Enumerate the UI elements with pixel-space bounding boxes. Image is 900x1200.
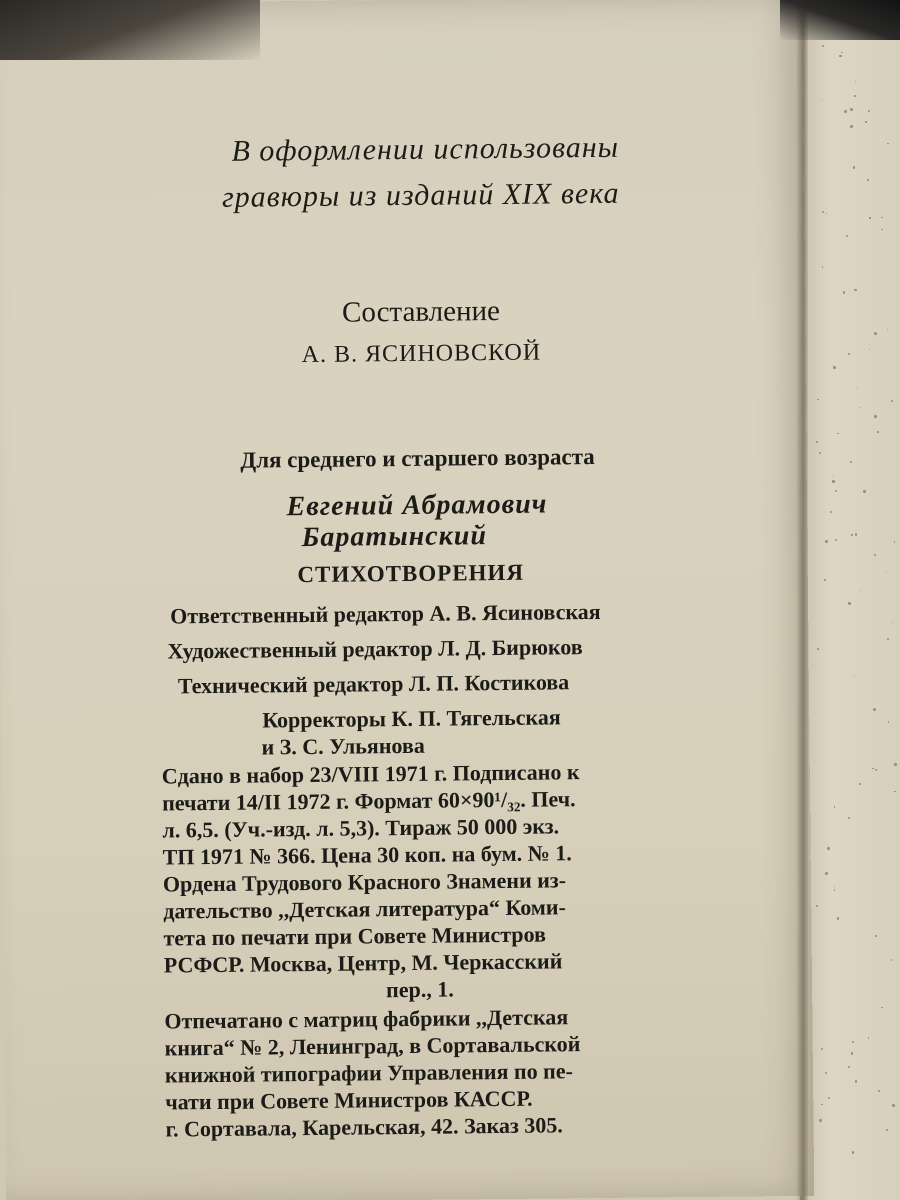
paper-speck [824, 579, 826, 581]
paper-speck [834, 806, 835, 807]
technical-editor: Технический редактор Л. П. Костикова [177, 669, 570, 699]
paper-speck [822, 45, 824, 47]
correctors-line-1: Корректоры К. П. Тягельская [262, 704, 561, 733]
art-editor: Художественный редактор Л. Д. Бирюков [167, 634, 583, 664]
paper-speck [894, 763, 897, 766]
paper-speck [852, 1041, 854, 1043]
imprint-line: РСФСР. Москва, Центр, М. Черкасский [163, 948, 563, 978]
correctors-line-2: и З. С. Ульянова [261, 732, 425, 760]
paper-speck [821, 1104, 822, 1105]
paper-speck [854, 289, 856, 291]
printing-line: г. Сортавала, Карельская, 42. Заказ 305. [165, 1112, 563, 1142]
imprint-line: ТП 1971 № 366. Цена 30 коп. на бум. № 1. [162, 840, 572, 870]
paper-speck [877, 431, 879, 433]
paper-speck [863, 490, 866, 493]
imprint-line: дательство ,,Детская литература“ Коми- [163, 894, 566, 924]
audience-note: Для среднего и старшего возраста [240, 443, 595, 473]
imprint-line: пер., 1. [385, 976, 454, 1003]
paper-speck [867, 179, 868, 180]
paper-speck [822, 266, 823, 267]
illustration-note-line-1: В оформлении использованы [231, 130, 620, 168]
imprint-line: печати 14/II 1972 г. Формат 60×90¹/₃₂. Печ. [161, 786, 576, 816]
paper-speck [869, 217, 870, 218]
illustration-note-line-2: гравюры из изданий XIX века [221, 176, 620, 214]
paper-speck [832, 480, 834, 482]
paper-speck [892, 622, 893, 623]
printing-line: книга“ № 2, Ленинград, в Сортавальской [164, 1031, 581, 1061]
paper-speck [874, 415, 877, 418]
paper-speck [894, 791, 895, 792]
paper-speck [886, 1129, 888, 1131]
paper-speck [825, 540, 828, 543]
paper-speck [835, 539, 837, 541]
paper-speck [854, 95, 856, 97]
paper-speck [859, 407, 860, 408]
paper-speck [839, 55, 841, 57]
author-name-line-1: Евгений Абрамович [286, 488, 548, 523]
printing-line: чати при Совете Министров КАССР. [165, 1085, 533, 1115]
paper-speck [848, 602, 850, 604]
book-title: СТИХОТВОРЕНИЯ [297, 559, 525, 588]
paper-speck [833, 366, 836, 369]
paper-speck [844, 110, 847, 113]
paper-speck [869, 349, 870, 350]
printing-line: книжной типографии Управления по пе- [164, 1058, 574, 1088]
responsible-editor: Ответственный редактор А. В. Ясиновская [170, 598, 601, 629]
imprint-line: л. 6,5. (Уч.-изд. л. 5,3). Тираж 50 000 экз. [162, 813, 560, 843]
author-name-line-2: Баратынский [301, 520, 488, 554]
compilation-label: Составление [341, 294, 501, 329]
paper-speck [837, 917, 840, 920]
paper-speck [881, 1007, 882, 1008]
paper-speck [874, 332, 877, 335]
paper-speck [851, 1052, 853, 1054]
compiler-name: А. В. ЯСИНОВСКОЙ [301, 339, 542, 369]
paper-speck [868, 110, 870, 112]
paper-speck [851, 534, 853, 536]
paper-speck [865, 121, 867, 123]
imprint-line: тета по печати при Совете Министров [163, 921, 547, 951]
printing-line: Отпечатано с матриц фабрики ,,Детская [164, 1004, 569, 1034]
paper-speck [825, 872, 828, 875]
paper-speck [826, 213, 827, 214]
paper-speck [822, 211, 824, 213]
paper-speck [828, 1097, 830, 1099]
paper-speck [825, 1072, 827, 1074]
paper-speck [817, 648, 819, 650]
paper-speck [834, 889, 835, 890]
paper-speck [827, 847, 829, 849]
paper-speck [819, 1119, 822, 1122]
imprint-line: Ордена Трудового Красного Знамени из- [162, 867, 567, 897]
imprint-line: Сдано в набор 23/VIII 1971 г. Подписано к [161, 759, 580, 789]
paper-speck [853, 166, 856, 169]
paper-speck [816, 905, 818, 907]
paper-speck [850, 125, 853, 128]
paper-speck [837, 433, 839, 435]
